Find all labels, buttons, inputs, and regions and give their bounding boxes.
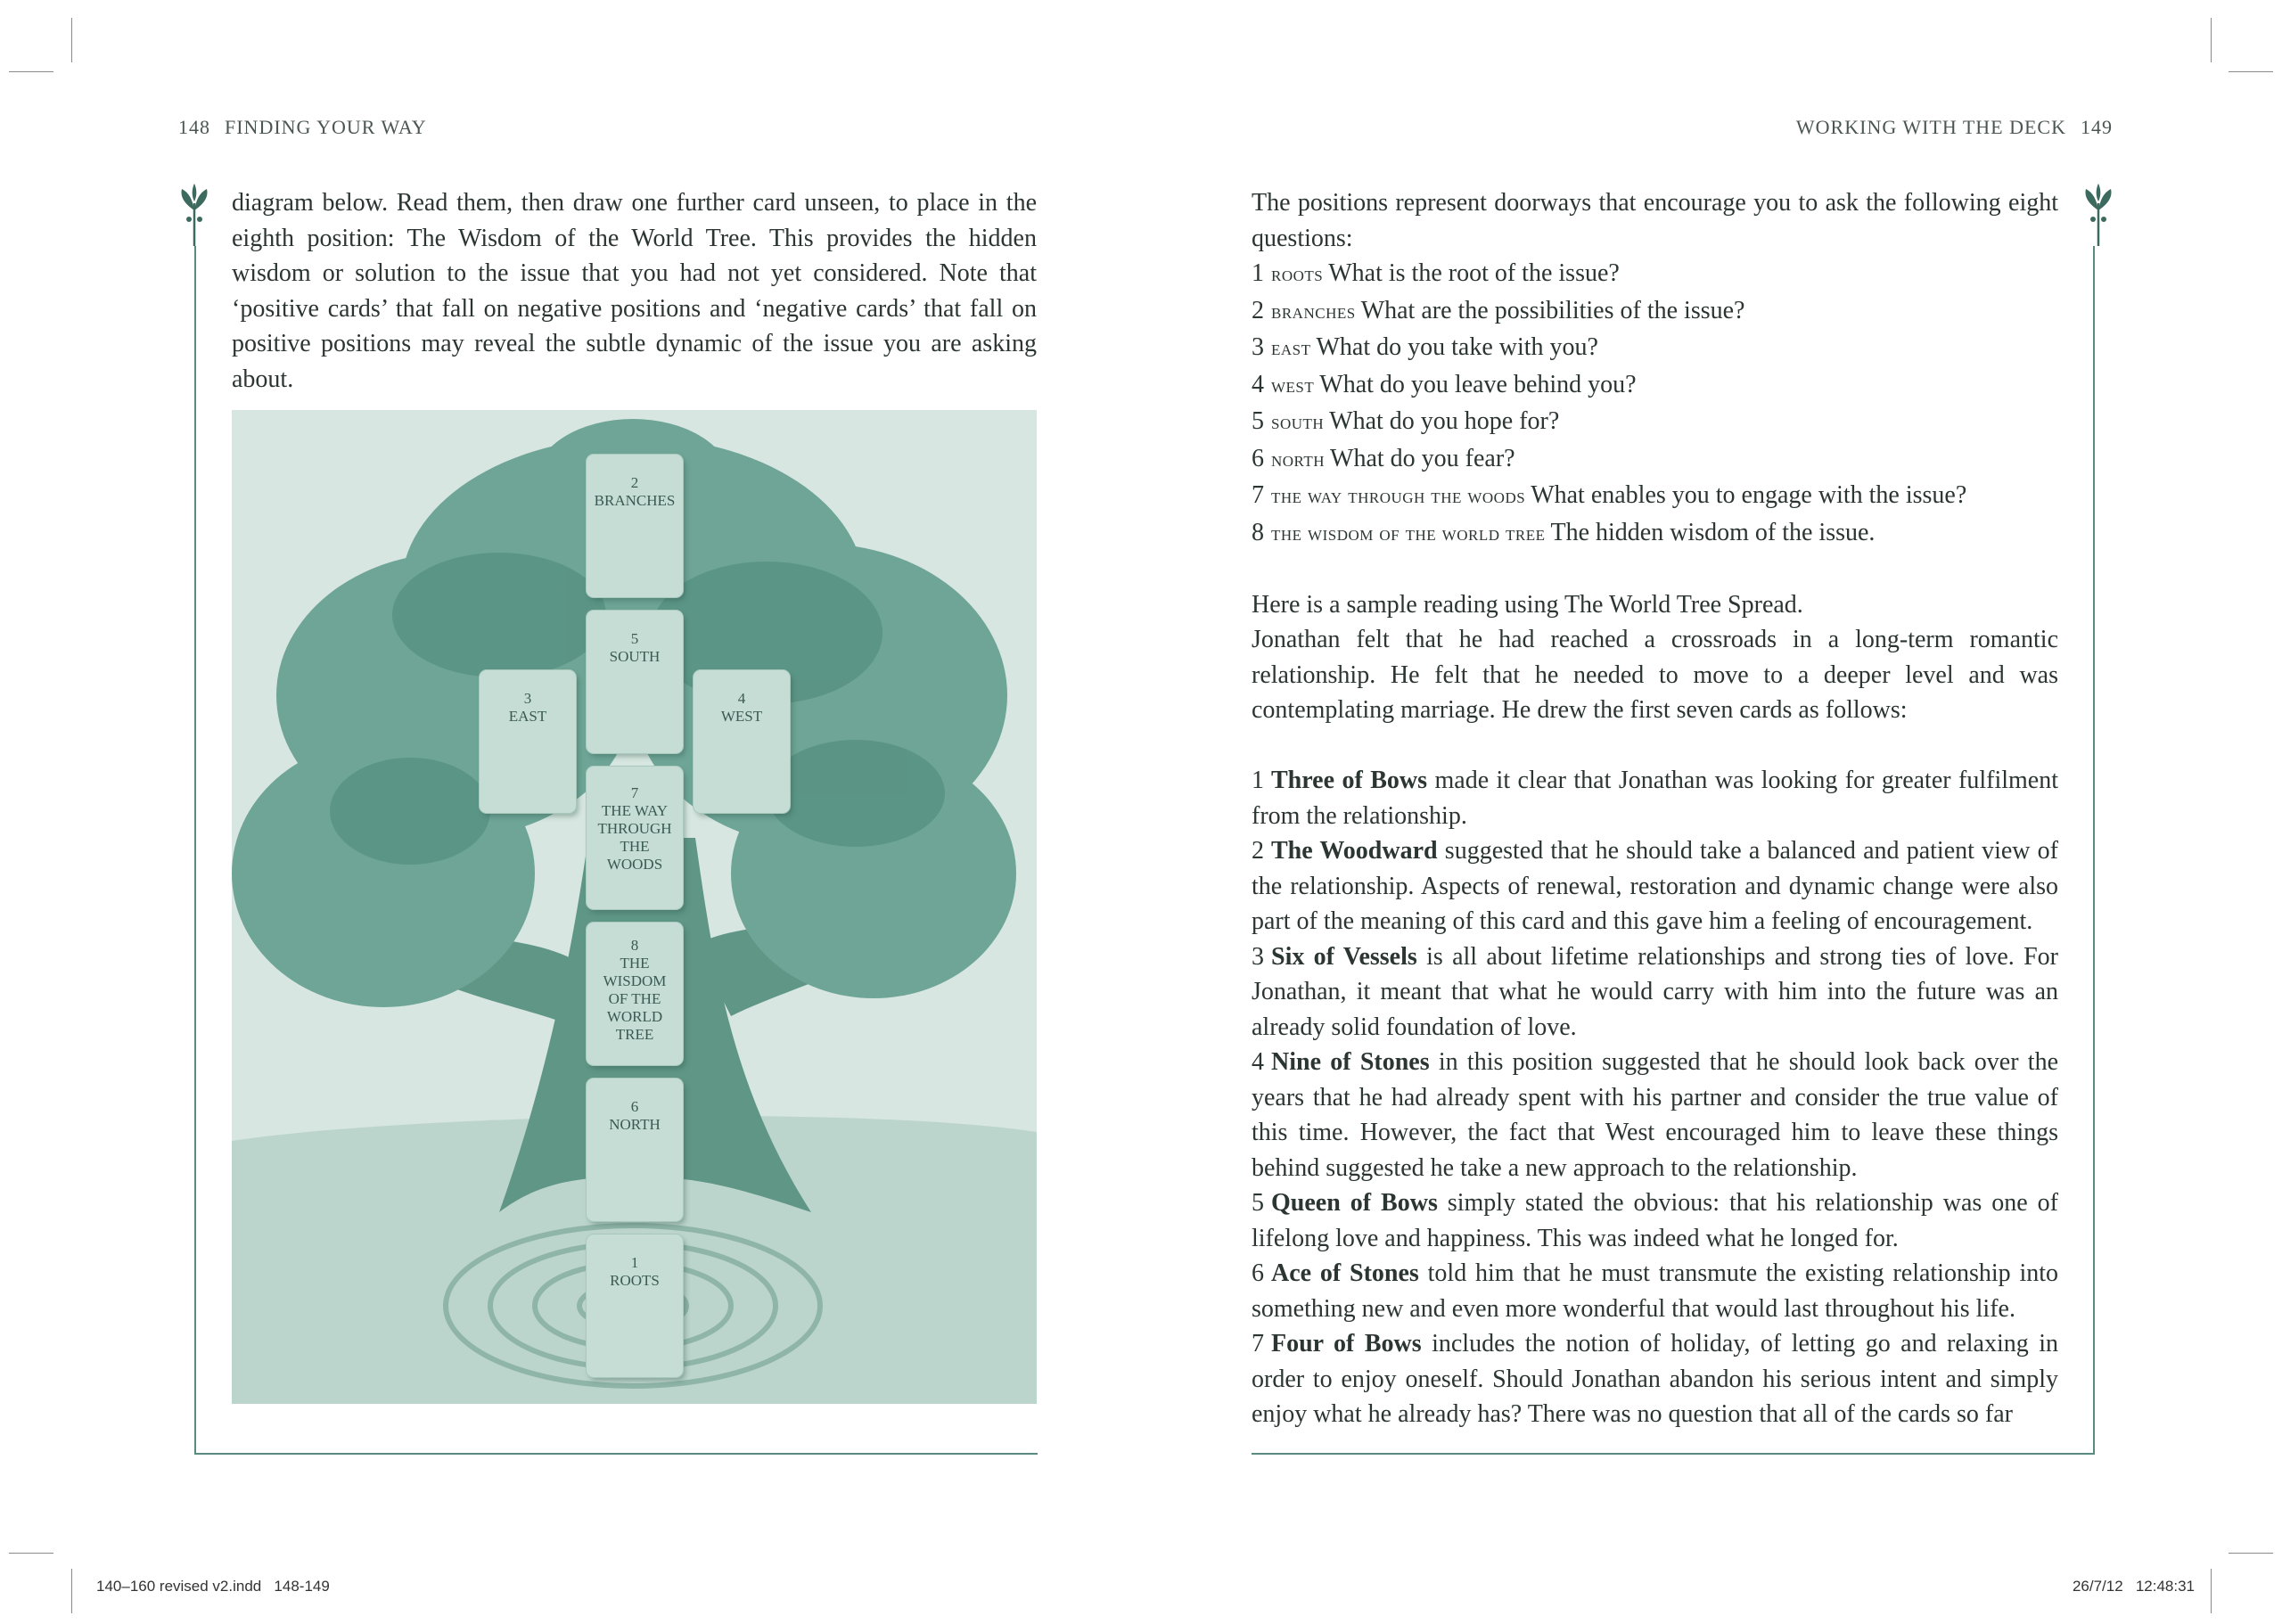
question-number: 4 [1252, 370, 1264, 398]
left-frame-vertical [194, 246, 196, 1455]
reading-number: 3 [1252, 942, 1264, 971]
right-frame-bottom [1252, 1453, 2095, 1455]
reading-text: suggested that he should take a balanced and patient view of the relationship. Aspects of renewal, restoration and dynamic change were also part of the meaning of this card and this gave him a feeling of encouragement. [1252, 837, 2059, 935]
slug-filename: 140–160 revised v2.indd 148-149 [96, 1578, 330, 1595]
reading-item [1252, 1326, 2058, 1432]
question-position: the way through the woods [1271, 485, 1526, 508]
crop-mark [71, 18, 72, 62]
question-position: west [1271, 373, 1315, 398]
spread-card-east [480, 670, 576, 813]
reading-card-name: Queen of Bows [1271, 1189, 1438, 1217]
reading-item [1252, 1185, 2058, 1256]
question-position: east [1271, 337, 1311, 360]
reading-card-name: Nine of Stones [1271, 1048, 1430, 1076]
card-number: 2 [630, 474, 639, 491]
reading-number: 6 [1252, 1259, 1264, 1287]
reading-item [1252, 939, 2058, 1046]
spread-card-way-through-woods [587, 767, 683, 909]
question-text: The hidden wisdom of the issue. [1550, 518, 1876, 546]
spread-card-branches [587, 455, 683, 597]
question-item [1252, 256, 2058, 293]
left-running-head-title: FINDING YOUR WAY [225, 116, 427, 138]
reading-number: 5 [1252, 1189, 1264, 1217]
world-tree-illustration [232, 410, 1037, 1404]
question-number: 7 [1252, 481, 1264, 509]
card-label: THE WAY THROUGH THE WOODS [597, 802, 672, 873]
spread-card-north [587, 1079, 683, 1221]
reading-card-name: Ace of Stones [1271, 1259, 1419, 1287]
question-item [1252, 293, 2058, 331]
positions-intro: The positions represent doorways that encourage you to ask the following eight questions: [1252, 189, 2058, 252]
reading-item [1252, 763, 2058, 833]
question-number: 5 [1252, 407, 1264, 435]
reading-number: 2 [1252, 837, 1264, 865]
card-number: 7 [630, 784, 639, 801]
spread-card-roots [587, 1234, 683, 1377]
spread-card-west [694, 670, 790, 813]
question-item [1252, 478, 2058, 515]
card-number: 5 [630, 630, 639, 647]
card-label: WEST [720, 708, 763, 725]
question-item [1252, 404, 2058, 441]
question-text: What enables you to engage with the issue? [1531, 481, 1967, 509]
crop-mark [9, 1553, 53, 1554]
left-page-number: 148 [178, 116, 210, 138]
card-label: THE WISDOM OF THE WORLD TREE [603, 955, 667, 1043]
card-number: 3 [523, 690, 532, 707]
spread-card-wisdom-world-tree [587, 923, 683, 1065]
reading-card-name: Six of Vessels [1271, 942, 1417, 971]
reading-item [1252, 1256, 2058, 1326]
right-running-head [1796, 116, 2113, 139]
question-text: What is the root of the issue? [1328, 259, 1620, 287]
reading-number: 7 [1252, 1330, 1264, 1357]
reading-text: simply stated the obvious: that his relationship was one of lifelong love and happiness. This was indeed what he longed for. [1252, 1189, 2059, 1252]
question-position: branches [1271, 299, 1356, 324]
card-number: 4 [737, 690, 746, 707]
crop-mark [2229, 71, 2273, 72]
card-number: 6 [630, 1098, 639, 1115]
reading-text: in this position suggested that he should look back over the years that he had already spent with his partner and consider the true value of this time. However, the fact that West encouraged him to leave these things behind suggested he take a new approach to the relationship. [1252, 1048, 2058, 1182]
reading-card-name: Four of Bows [1271, 1330, 1422, 1357]
question-text: What do you take with you? [1316, 333, 1598, 361]
question-number: 3 [1252, 333, 1264, 361]
reading-list [1252, 763, 2058, 1432]
card-label: ROOTS [610, 1272, 660, 1289]
question-position: roots [1271, 263, 1324, 286]
reading-item [1252, 833, 2058, 939]
question-item [1252, 367, 2058, 405]
question-number: 8 [1252, 518, 1264, 546]
right-frame-vertical [2093, 246, 2095, 1455]
card-label: SOUTH [609, 648, 661, 665]
question-text: What do you leave behind you? [1319, 370, 1637, 398]
question-number: 1 [1252, 259, 1264, 287]
card-label: EAST [508, 708, 547, 725]
reading-text: is all about lifetime relationships and strong ties of love. For Jonathan, it meant that what he would carry with him into the future was an already solid foundation of love. [1252, 942, 2058, 1041]
card-label: NORTH [609, 1116, 661, 1133]
reading-card-name: Three of Bows [1271, 767, 1428, 794]
question-position: the wisdom of the world tree [1271, 521, 1546, 545]
crop-mark [9, 71, 53, 72]
reading-number: 4 [1252, 1048, 1264, 1076]
question-list [1252, 256, 2058, 552]
question-item [1252, 515, 2058, 553]
card-number: 1 [630, 1254, 639, 1271]
question-item [1252, 330, 2058, 367]
question-position: north [1271, 447, 1326, 472]
sample-story: Jonathan felt that he had reached a crossroads in a long-term romantic relationship. He felt that he needed to move to a deeper level and was contemplating marriage. He drew the first seven cards as follows: [1252, 626, 2058, 724]
spread-card-south [587, 611, 683, 753]
crop-mark [71, 1569, 72, 1613]
right-text-column [1252, 185, 2058, 1432]
right-running-head-title: WORKING WITH THE DECK [1795, 116, 2066, 138]
question-number: 6 [1252, 444, 1264, 472]
reading-card-name: The Woodward [1271, 837, 1438, 865]
question-text: What do you fear? [1330, 444, 1515, 472]
reading-text: includes the notion of holiday, of letting go and relaxing in order to enjoy oneself. Should Jonathan abandon his serious intent and simply enjoy what he already has? There was no question that all of the cards so far [1252, 1330, 2058, 1428]
question-position: south [1271, 411, 1325, 434]
slug-datetime: 26/7/12 12:48:31 [2072, 1578, 2195, 1595]
holly-sprig-icon [2081, 184, 2116, 246]
question-text: What do you hope for? [1329, 407, 1560, 435]
sample-intro: Here is a sample reading using The World Tree Spread. [1252, 590, 1803, 619]
card-label: BRANCHES [594, 492, 676, 509]
left-running-head [178, 116, 427, 139]
question-item [1252, 441, 2058, 479]
reading-text: made it clear that Jonathan was looking for greater fulfilment from the relationship. [1252, 767, 2058, 830]
crop-mark [2211, 18, 2212, 62]
crop-mark [2229, 1553, 2273, 1554]
crop-mark [2211, 1569, 2212, 1613]
card-number: 8 [630, 937, 639, 954]
question-number: 2 [1252, 296, 1264, 324]
reading-number: 1 [1252, 767, 1264, 794]
left-frame-bottom [194, 1453, 1038, 1455]
holly-sprig-icon [176, 184, 212, 246]
question-text: What are the possibilities of the issue? [1360, 296, 1745, 324]
right-page-number: 149 [2081, 116, 2113, 138]
reading-text: told him that he must transmute the existing relationship into something new and even more wonderful that would last throughout his life. [1252, 1259, 2059, 1323]
reading-item [1252, 1045, 2058, 1185]
left-paragraph: diagram below. Read them, then draw one further card unseen, to place in the eighth position: The Wisdom of the World Tree. This provides the hidden wisdom or solution to the issue that you had not yet considered. Note that ‘positive cards’ that fall on negative positions and ‘negative cards’ that fall on positive positions may reveal the subtle dynamic of the issue you are asking about. [232, 189, 1037, 393]
